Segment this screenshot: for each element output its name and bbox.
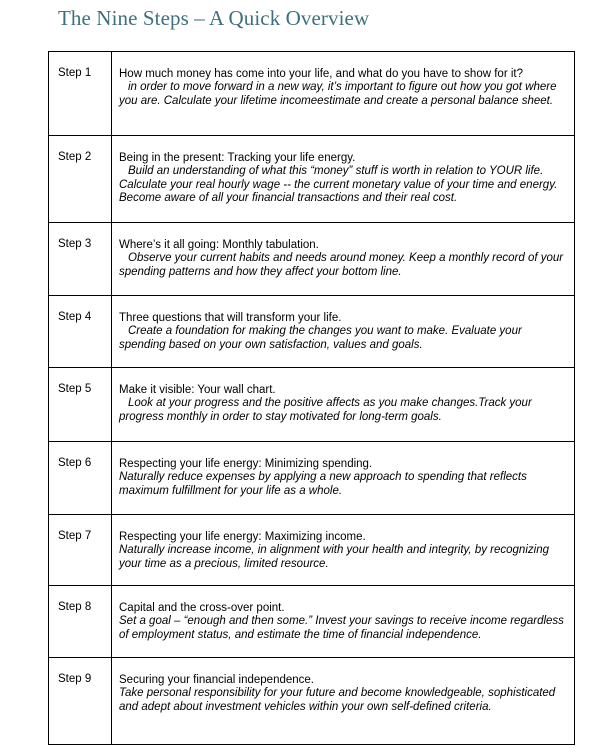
step-heading: Respecting your life energy: Maximizing income. bbox=[119, 531, 366, 543]
step-label: Step 5 bbox=[49, 368, 112, 442]
step-detail: Build an understanding of what this “money” stuff is worth in relation to YOUR life. Calculate your real hourly wage -- the current monetary value of your time and energy. Become aware of all your financial transactions and their real cost. bbox=[119, 165, 558, 205]
step-description bbox=[112, 368, 575, 442]
step-label: Step 8 bbox=[49, 586, 112, 658]
step-detail: Take personal responsibility for your future and become knowledgeable, sophisticated and adept about investment vehicles within your own self-defined criteria. bbox=[119, 687, 556, 713]
table-row bbox=[49, 442, 575, 515]
step-description bbox=[112, 658, 575, 745]
step-description bbox=[112, 296, 575, 368]
step-detail: Observe your current habits and needs around money. Keep a monthly record of your spending patterns and how they affect your bottom line. bbox=[119, 252, 564, 278]
step-detail: Look at your progress and the positive affects as you make changes.Track your progress monthly in order to stay motivated for long-term goals. bbox=[119, 397, 532, 423]
steps-table bbox=[48, 51, 575, 745]
table-row bbox=[49, 515, 575, 586]
page-title: The Nine Steps – A Quick Overview bbox=[58, 6, 370, 30]
step-description bbox=[112, 586, 575, 658]
step-label: Step 2 bbox=[49, 136, 112, 223]
step-detail: Set a goal – “enough and then some.” Invest your savings to receive income regardless of employment status, and estimate the time of financial independence. bbox=[119, 615, 564, 641]
table-row bbox=[49, 368, 575, 442]
step-label: Step 7 bbox=[49, 515, 112, 586]
step-heading: Securing your financial independence. bbox=[119, 674, 314, 686]
step-detail: Create a foundation for making the changes you want to make. Evaluate your spending based on your own satisfaction, values and goals. bbox=[119, 325, 522, 351]
table-row bbox=[49, 223, 575, 296]
step-heading: Make it visible: Your wall chart. bbox=[119, 384, 276, 396]
step-label: Step 3 bbox=[49, 223, 112, 296]
step-detail: in order to move forward in a new way, it’s important to figure out how you got where you are. Calculate your lifetime incomeestimate and create a personal balance sheet. bbox=[119, 81, 557, 107]
step-label: Step 4 bbox=[49, 296, 112, 368]
step-detail: Naturally increase income, in alignment with your health and integrity, by recognizing your time as a precious, limited resource. bbox=[119, 544, 549, 570]
step-description bbox=[112, 136, 575, 223]
step-label: Step 6 bbox=[49, 442, 112, 515]
table-row bbox=[49, 52, 575, 136]
step-heading: Capital and the cross-over point. bbox=[119, 602, 285, 614]
step-description bbox=[112, 52, 575, 136]
table-row bbox=[49, 136, 575, 223]
table-row bbox=[49, 586, 575, 658]
step-heading: Respecting your life energy: Minimizing spending. bbox=[119, 458, 373, 470]
step-heading: Three questions that will transform your life. bbox=[119, 312, 342, 324]
step-heading: How much money has come into your life, and what do you have to show for it? bbox=[119, 68, 523, 80]
step-label: Step 1 bbox=[49, 52, 112, 136]
step-detail: Naturally reduce expenses by applying a new approach to spending that reflects maximum fulfillment for your life as a whole. bbox=[119, 471, 527, 497]
step-heading: Where’s it all going: Monthly tabulation. bbox=[119, 239, 319, 251]
step-description bbox=[112, 515, 575, 586]
step-description bbox=[112, 223, 575, 296]
table-row bbox=[49, 296, 575, 368]
step-heading: Being in the present: Tracking your life energy. bbox=[119, 152, 356, 164]
step-description bbox=[112, 442, 575, 515]
table-row bbox=[49, 658, 575, 745]
step-label: Step 9 bbox=[49, 658, 112, 745]
